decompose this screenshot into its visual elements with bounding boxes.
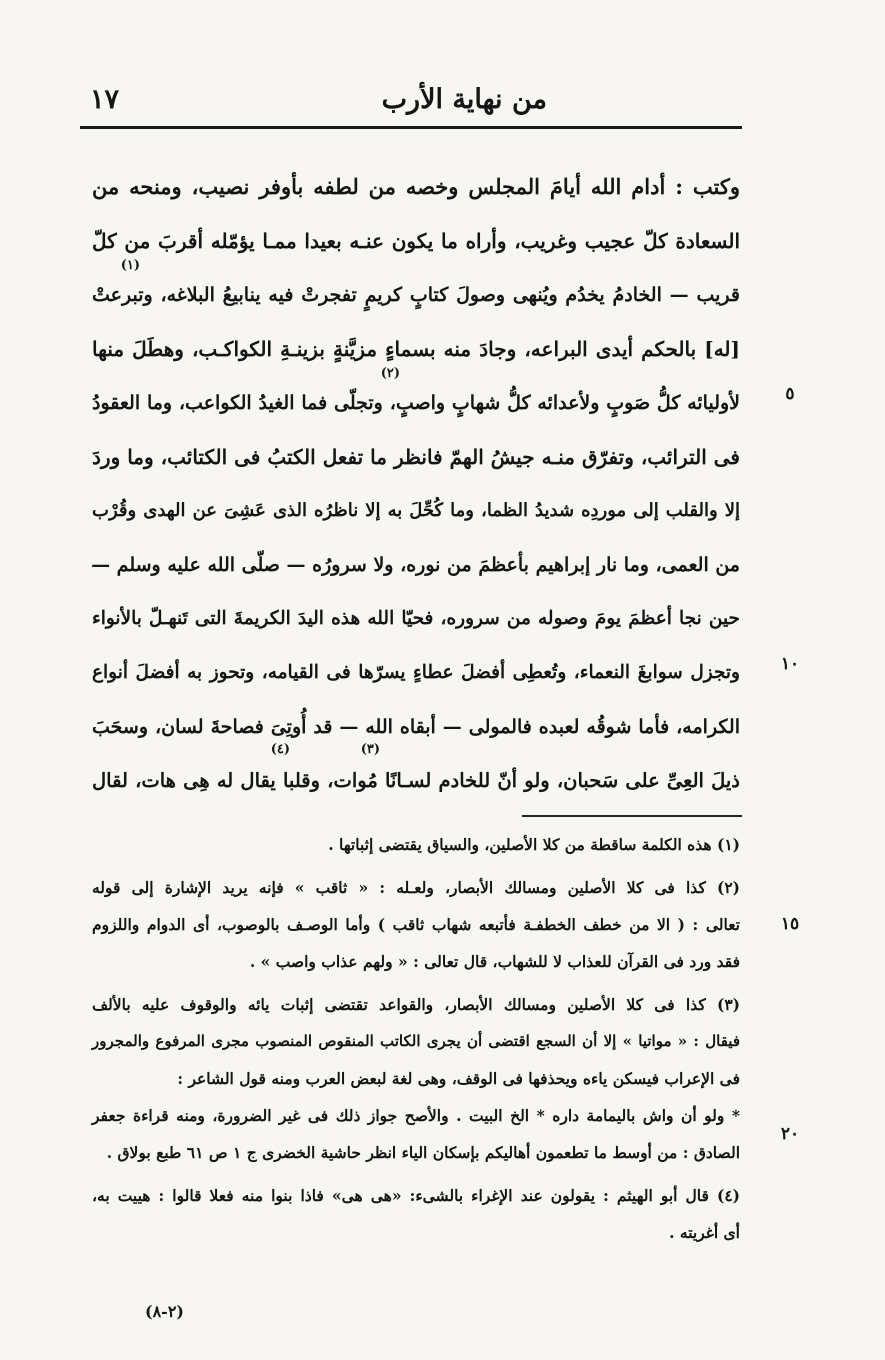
footnote-line: تعالى : ( الا من خطف الخطفـة فأتبعه شهاب ثاقب ) وأما الوصـف بالوصوب، أى الدوام واللزوم	[92, 915, 740, 934]
page-number: ١٧	[90, 84, 120, 115]
main-text: وكتب : أدام الله أيامَ المجلس وخصه من لطفه بأوفر نصيب، ومنحه من السعادة كلّ عجيب وغريب، وأراه ما يكون عنـه بعيدا ممـا يؤمّله أقربَ من كلّ (١) قريب — الخادمُ يخدُم ويُنهى وصولَ كتابٍ كريمٍ تفجرتْ فيه ينابيعُ البلاغه، وتبرعتْ [له] بالحكم أيدى البراعه، وجادَ منه بسماءٍ مزيَّنةٍ بزينـةِ الكواكـب، وهطَلَ منها (٢) لأوليائه كلُّ صَوبٍ ولأعدائه كلُّ شهابٍ واصبٍ، وتجلّى فما الغيدُ الكواعب، وما العقودُ فى الترائب، وتفرّق منـه جيشُ الهمّ فانظر ما تفعل الكتبُ فى الكتائب، وما وردَ إلا والقلب إلى موردِه شديدُ الظما، وما كُحِّلَ به إلا ناظرُه الذى عَشِىَ عن الهدى وقُرْب من العمى، وما نار إبراهيم بأعظمَ من نوره، ولا سرورُه — صلّى الله عليه وسلم — حين نجا أعظمَ يومَ وصوله من سروره، فحيّا الله هذه اليدَ الكريمةَ التى تَنهـلّ بالأنواء وتجزل سوابغَ النعماء، وتُعطِى أفضلَ عطاءٍ يسرّها فى القيامه، وتحوز به أفضلَ أنواع الكرامه، فأما شوقُه لعبده فالمولى — أبقاه الله — قد أُوتِىَ فصاحةَ لسان، وسحَبَ (٣) (٤) ذيلَ العِىِّ على سَحبان، ولو أنّ للخادم لسـانًا مُوات، وقلبا يقال له هِى هات، لقال	[92, 160, 740, 808]
body-line: قريب — الخادمُ يخدُم ويُنهى وصولَ كتابٍ كريمٍ تفجرتْ فيه ينابيعُ البلاغه، وتبرعتْ	[92, 284, 740, 306]
line-number: ٥	[785, 384, 795, 404]
footnote-line: أى أغريته .	[669, 1223, 740, 1242]
footnote-line: (١) هذه الكلمة ساقطة من كلا الأصلين، والسياق يقتضى إثباتها .	[328, 835, 740, 854]
footnote-line: فيقال : « مواتيا » إلا أن السجع اقتضى أن يجرى الكاتب المنقوص المنصوب مجرى المرفوع والمجرور	[92, 1032, 740, 1050]
body-line: الكرامه، فأما شوقُه لعبده فالمولى — أبقاه الله — قد أُوتِىَ فصاحةَ لسان، وسحَبَ	[92, 716, 740, 738]
body-line: لأوليائه كلُّ صَوبٍ ولأعدائه كلُّ شهابٍ واصبٍ، وتجلّى فما الغيدُ الكواعب، وما العقودُ	[92, 392, 740, 414]
footnote-line: (٢) كذا فى كلا الأصلين ومسالك الأبصار، ولعـله : « ثاقب » فإنه يريد الإشارة إلى قوله	[92, 878, 740, 897]
body-line: السعادة كلّ عجيب وغريب، وأراه ما يكون عنـه بعيدا ممـا يؤمّله أقربَ من كلّ	[92, 229, 740, 253]
body-line: من العمى، وما نار إبراهيم بأعظمَ من نوره، ولا سرورُه — صلّى الله عليه وسلم —	[91, 554, 740, 576]
running-header	[80, 70, 742, 129]
line-number: ٢٠	[780, 1124, 800, 1144]
body-line: [له] بالحكم أيدى البراعه، وجادَ منه بسماءٍ مزيَّنةٍ بزينـةِ الكواكـب، وهطَلَ منها	[92, 337, 740, 361]
signature-mark: (٢-٨)	[145, 1302, 184, 1321]
body-line: فى الترائب، وتفرّق منـه جيشُ الهمّ فانظر ما تفعل الكتبُ فى الكتائب، وما وردَ	[92, 445, 740, 469]
body-line: حين نجا أعظمَ يومَ وصوله من سروره، فحيّا الله هذه اليدَ الكريمةَ التى تَنهـلّ بالأنواء	[92, 608, 740, 629]
footnote-line: فى الإعراب فيسكن ياءه ويحذفها فى الوقف، وهى لغة لبعض العرب ومنه قول الشاعر :	[177, 1069, 740, 1088]
body-line: إلا والقلب إلى موردِه شديدُ الظما، وما كُحِّلَ به إلا ناظرُه الذى عَشِىَ عن الهدى وقُرْب	[92, 500, 740, 521]
body-line: وتجزل سوابغَ النعماء، وتُعطِى أفضلَ عطاءٍ يسرّها فى القيامه، وتحوز به أفضلَ أنواع	[92, 662, 740, 683]
footnote-line: (٣) كذا فى كلا الأصلين ومسالك الأبصار، والقواعد تقتضى إثبات يائه والوقوف عليه بالألف	[92, 995, 740, 1014]
footnote-line: الصادق : من أوسط ما تطعمون أهاليكم بإسكان الياء انظر حاشية الخضرى ج ١ ص ٦١ طبع بولاق .	[106, 1143, 740, 1162]
footnote-separator	[522, 815, 742, 817]
footnote-line: * ولو أن واش باليمامة داره * الخ البيت . والأصح جواز ذلك فى غير الضرورة، ومنه قراءة جعفر	[92, 1106, 740, 1125]
body-line: ذيلَ العِىِّ على سَحبان، ولو أنّ للخادم لسـانًا مُوات، وقلبا يقال له هِى هات، لقال	[92, 769, 740, 792]
line-number: ١٠	[780, 654, 800, 674]
body-line: وكتب : أدام الله أيامَ المجلس وخصه من لطفه بأوفر نصيب، ومنحه من	[92, 174, 740, 199]
footnote-line: (٤) قال أبو الهيثم : يقولون عند الإغراء بالشىء: «هى هى» فاذا بنوا منه فعلا قالوا : هييت به،	[92, 1186, 740, 1205]
footnote-line: فقد ورد فى القرآن للعذاب لا للشهاب، قال تعالى : « ولهم عذاب واصب » .	[249, 952, 740, 971]
running-title: من نهاية الأرب	[381, 84, 547, 115]
footnotes	[92, 826, 740, 1251]
line-number: ١٥	[780, 914, 800, 934]
